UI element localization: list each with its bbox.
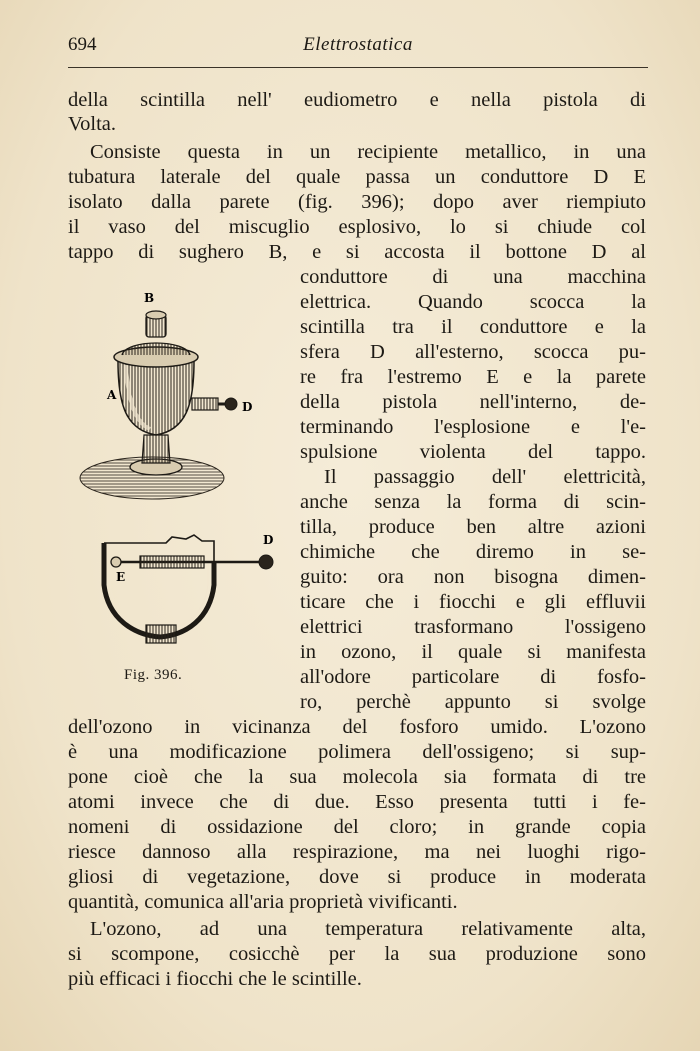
side-tube (192, 398, 218, 410)
running-title: Elettrostatica (303, 34, 413, 55)
text-line: della pistola nell'interno, de- (300, 391, 646, 413)
header-rule (68, 67, 648, 68)
text-line: riesce dannoso alla respirazione, ma nei luoghi rigo- (68, 841, 646, 863)
text-line: spulsione violenta del tappo. (300, 441, 646, 463)
insulating-sleeve (140, 556, 204, 568)
text-line: scintilla tra il conduttore e la (300, 316, 646, 338)
text-line: ro, perchè appunto si svolge (300, 691, 646, 713)
pistol-lid-dome (122, 343, 190, 355)
text-line: si scompone, cosicchè per la sua produzione sono (68, 943, 646, 965)
text-line: all'odore particolare di fosfo- (300, 666, 646, 688)
text-line: terminando l'esplosione e l'e- (300, 416, 646, 438)
electrode-e (111, 557, 121, 567)
text-line: Consiste questa in un recipiente metallico, in una (90, 141, 646, 163)
figure-label-d-lower: D (263, 533, 274, 547)
text-line: elettrici trasformano l'ossigeno (300, 616, 646, 638)
figure-label-e: E (116, 570, 126, 584)
figure-label-b: B (144, 291, 155, 305)
text-line: Il passaggio dell' elettricità, (324, 466, 646, 488)
conductor-ball-d (225, 398, 237, 410)
page-number: 694 (68, 34, 97, 55)
text-line: ticare che i fiocchi e gli effluvii (300, 591, 646, 613)
text-line: isolato dalla parete (fig. 396); dopo aver riempiuto (68, 191, 646, 213)
text-line: gliosi di vegetazione, dove si produce in moderata (68, 866, 646, 888)
text-line: tubatura laterale del quale passa un conduttore D E (68, 166, 646, 188)
text-line: elettrica. Quando scocca la (300, 291, 646, 313)
text-line: è una modificazione polimera dell'ossigeno; si sup- (68, 741, 646, 763)
vessel-foot-section (146, 625, 176, 643)
text-line: più efficaci i fiocchi che le scintille. (68, 968, 362, 990)
text-line: anche senza la forma di scin- (300, 491, 646, 513)
text-line: dell'ozono in vicinanza del fosforo umido. L'ozono (68, 716, 646, 738)
text-line: L'ozono, ad una temperatura relativamente alta, (90, 918, 646, 940)
figure-label-a: A (107, 388, 117, 402)
text-line: re fra l'estremo E e la parete (300, 366, 646, 388)
pistol-stem (142, 435, 170, 463)
figure-396-illustration (74, 285, 294, 685)
text-line: il vaso del miscuglio esplosivo, lo si chiude col (68, 216, 646, 238)
text-line: quantità, comunica all'aria proprietà vivificanti. (68, 891, 458, 913)
text-line: nomeni di ossidazione del cloro; in grande copia (68, 816, 646, 838)
text-line: atomi invece che di due. Esso presenta tutti i fe- (68, 791, 646, 813)
text-line: guito: ora non bisogna dimen- (300, 566, 646, 588)
text-line: sfera D all'esterno, scocca pu- (300, 341, 646, 363)
text-line: della scintilla nell' eudiometro e nella pistola di (68, 89, 646, 111)
text-line: conduttore di una macchina (300, 266, 646, 288)
page-header (68, 34, 648, 58)
text-line: chimiche che diremo in se- (300, 541, 646, 563)
electrode-ball-d (259, 555, 273, 569)
text-line: tilla, produce ben altre azioni (300, 516, 646, 538)
text-line: tappo di sughero B, e si accosta il bottone D al (68, 241, 646, 263)
text-line: in ozono, il quale si manifesta (300, 641, 646, 663)
figure-label-d-upper: D (242, 400, 253, 414)
text-line: pone cioè che la sua molecola sia formata di tre (68, 766, 646, 788)
figure-caption: Fig. 396. (124, 667, 183, 683)
text-line: Volta. (68, 113, 117, 135)
